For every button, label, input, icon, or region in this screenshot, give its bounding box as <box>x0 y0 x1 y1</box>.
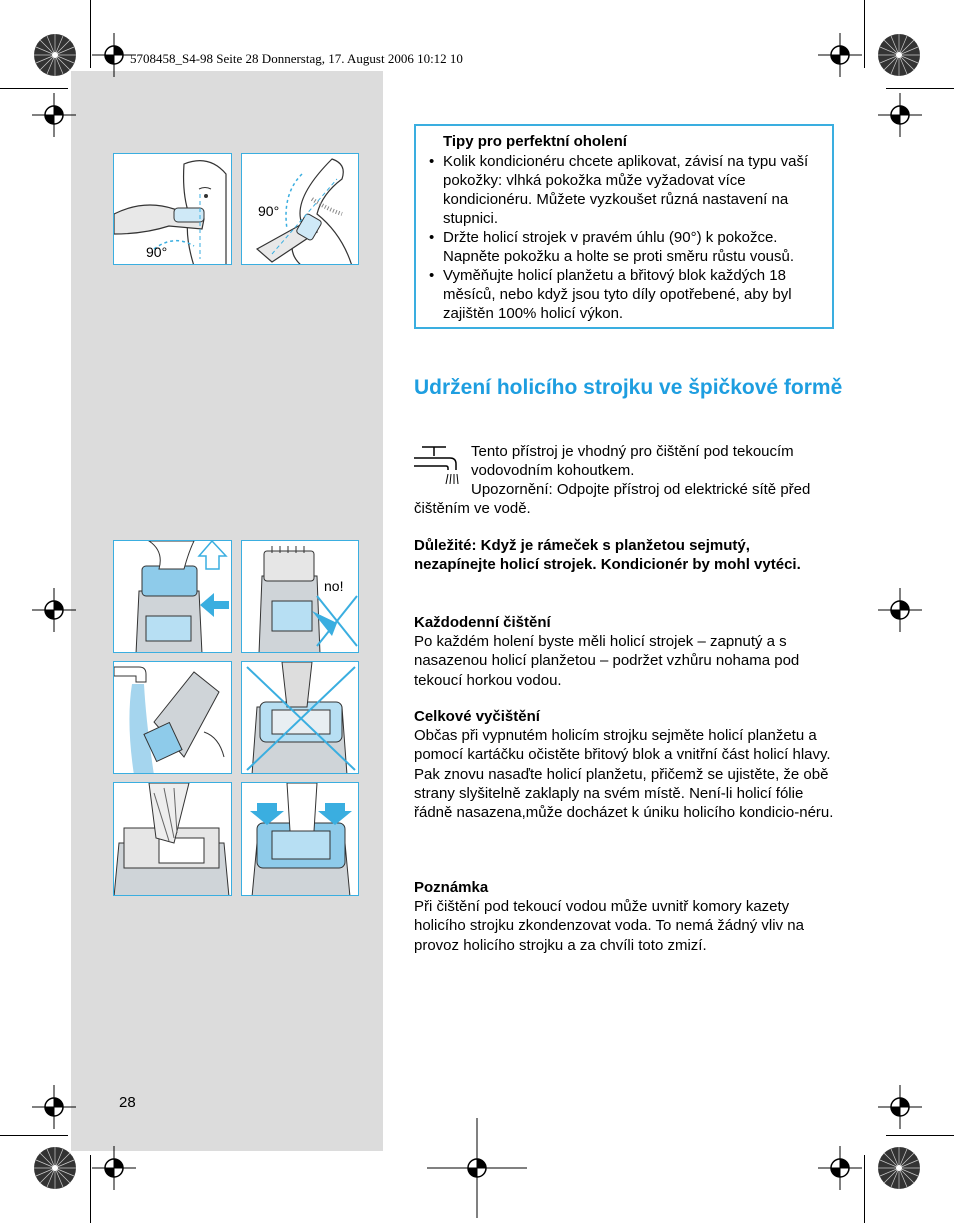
figure-shaving-neck <box>241 153 359 265</box>
section-heading: Udržení holicího strojku ve špičkové formě <box>414 376 843 399</box>
tips-box <box>414 124 834 329</box>
note-text: Při čištění pod tekoucí vodou může uvnitř komory kazety holicího strojku zkondenzovat voda. To nemá žádný vliv na provoz holicího strojku a za chvíli toto zmizí. <box>414 898 804 954</box>
note-title: Poznámka <box>414 879 489 896</box>
figure-shaving-face <box>113 153 232 265</box>
intro-line2: Upozornění: Odpojte přístroj od elektrické sítě před čištěním ve vodě. <box>414 481 811 518</box>
note-section <box>414 878 834 955</box>
full-cleaning-text: Občas při vypnutém holicím strojku sejměte holicí planžetu a pomocí kartáčku očistěte břitový blok a vnitřní část holicí hlavy. Pak znovu nasaďte holicí planžetu, přičemž se ujistěte, že obě strany slyšitelně zaklaply na svém místě. Není-li holicí fólie řádně nasazena,může docházet k úniku holicího kondicio-néru. <box>414 727 834 822</box>
full-cleaning-section <box>414 707 834 822</box>
tips-item: • Vyměňujte holicí planžetu a břitový blok každých 18 měsíců, nebo když jsou tyto díly opotřebené, aby byl zajištěn 100% holicí výkon. <box>422 266 826 323</box>
important-notice: Důležité: Když je rámeček s planžetou sejmutý, nezapínejte holicí strojek. Kondicionér by mohl vytéci. <box>414 537 801 574</box>
figure-no-brush-foil <box>241 661 359 774</box>
print-slug: 5708458_S4-98 Seite 28 Donnerstag, 17. August 2006 10:12 10 <box>130 51 463 66</box>
figure-no-switch-on <box>241 540 359 653</box>
angle-label: 90° <box>146 244 168 260</box>
intro-line1: Tento přístroj je vhodný pro čištění pod tekoucím vodovodním kohoutkem. <box>471 443 794 480</box>
page-number: 28 <box>119 1094 136 1111</box>
tips-title: Tipy pro perfektní oholení <box>443 133 627 150</box>
figure-rinse-water <box>113 661 232 774</box>
no-label: no! <box>324 578 344 594</box>
tips-item: • Kolik kondicionéru chcete aplikovat, závisí na typu vaší pokožky: vlhká pokožka může vyžadovat více kondicionéru. Můžete vyzkoušet různá nastavení na stupnici. <box>422 152 826 228</box>
figure-remove-foil <box>113 540 232 653</box>
daily-cleaning-section <box>414 613 834 690</box>
tips-list <box>422 152 826 323</box>
daily-cleaning-text: Po každém holení byste měli holicí strojek – zapnutý a s nasazenou holicí planžetou – podržet vzhůru nohama pod tekoucí horkou vodou. <box>414 633 800 689</box>
figure-brush-cutter <box>113 782 232 896</box>
full-cleaning-title: Celkové vyčištění <box>414 708 540 725</box>
tips-item: • Držte holicí strojek v pravém úhlu (90°) k pokožce. Napněte pokožku a holte se proti směru růstu vousů. <box>422 228 826 266</box>
figure-reattach-foil <box>241 782 359 896</box>
angle-label: 90° <box>258 203 280 219</box>
daily-cleaning-title: Každodenní čištění <box>414 614 551 631</box>
